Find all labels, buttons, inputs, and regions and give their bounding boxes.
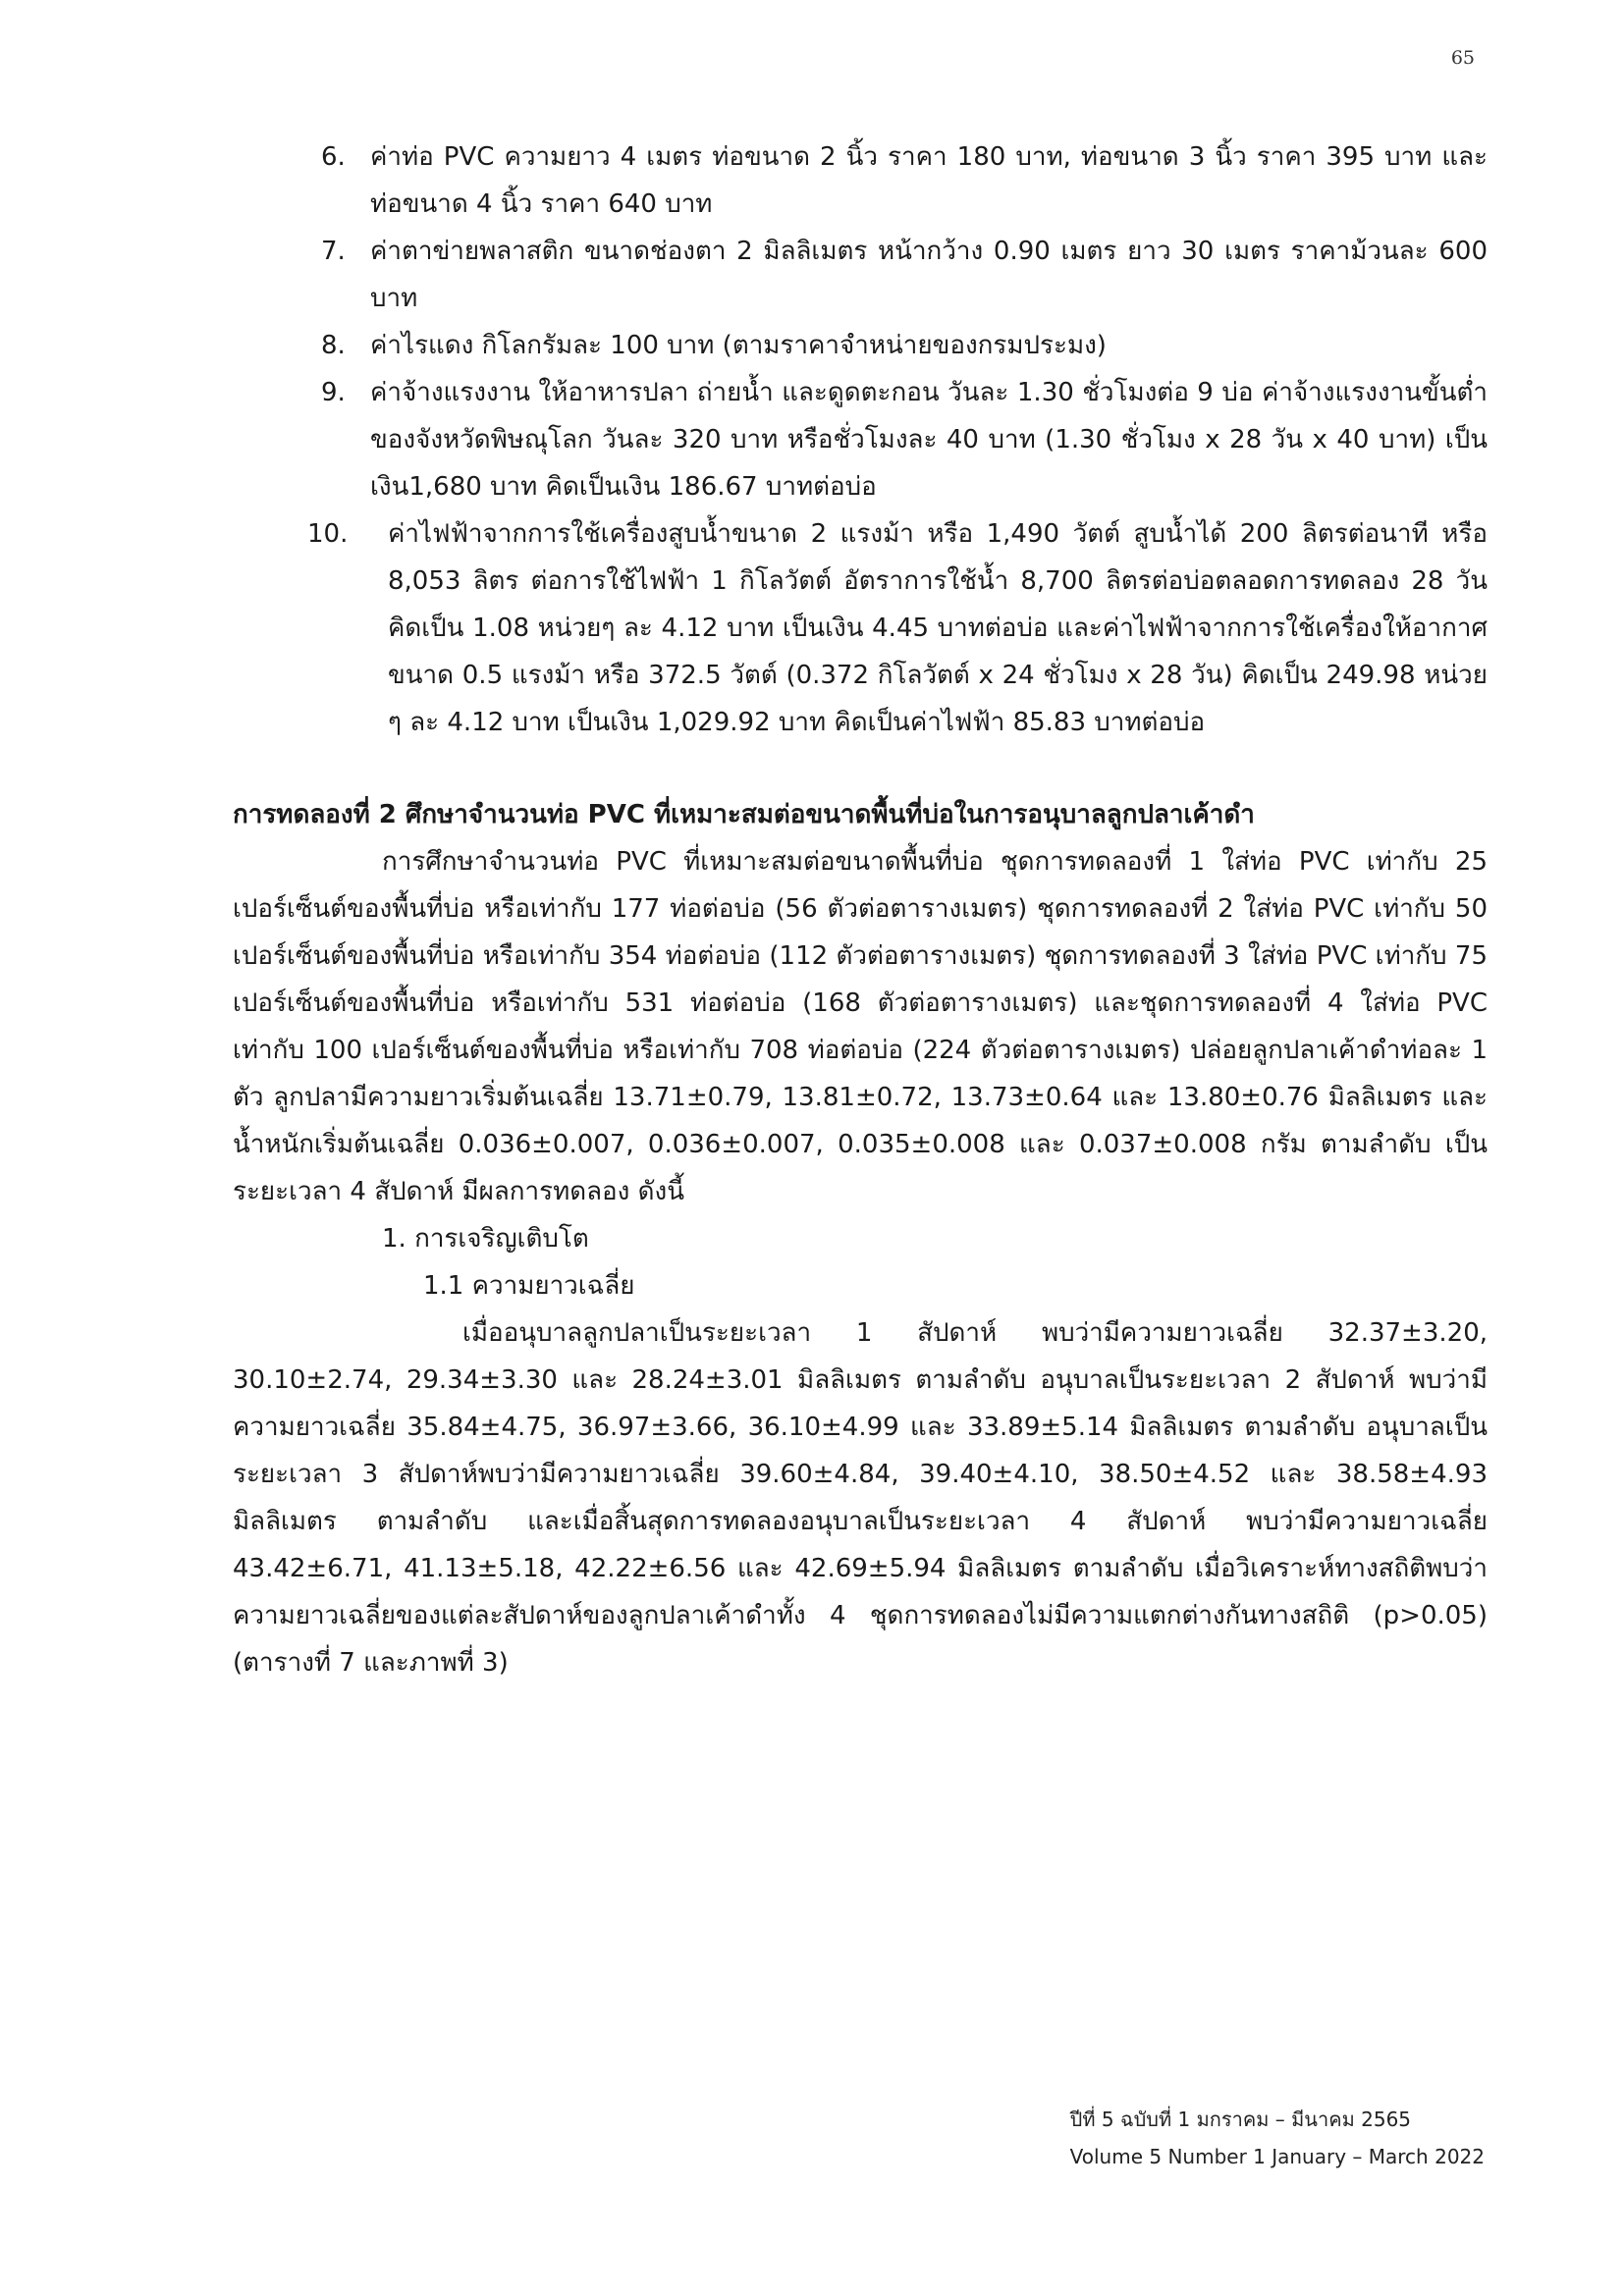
list-item — [321, 133, 1488, 228]
footer-line-thai: ปีที่ 5 ฉบับที่ 1 มกราคม – มีนาคม 2565 — [1069, 2108, 1412, 2131]
journal-footer — [1070, 2101, 1485, 2175]
document-body — [233, 133, 1488, 1686]
list-item-text: ค่าท่อ PVC ความยาว 4 เมตร ท่อขนาด 2 นิ้ว ราคา 180 บาท, ท่อขนาด 3 นิ้ว ราคา 395 บาท และท่อขนาด 4 นิ้ว ราคา 640 บาท — [370, 142, 1488, 219]
cost-list — [233, 133, 1488, 746]
list-item-number: 7. — [321, 237, 346, 266]
list-item — [321, 322, 1488, 369]
list-item-number: 8. — [321, 331, 346, 360]
subheading-average-length: 1.1 ความยาวเฉลี่ย — [423, 1271, 635, 1301]
intro-paragraph: การศึกษาจำนวนท่อ PVC ที่เหมาะสมต่อขนาดพื้นที่บ่อ ชุดการทดลองที่ 1 ใส่ท่อ PVC เท่ากับ 25 เปอร์เซ็นต์ของพื้นที่บ่อ หรือเท่ากับ 177 ท่อต่อบ่อ (56 ตัวต่อตารางเมตร) ชุดการทดลองที่ 2 ใส่ท่อ PVC เท่ากับ 50 เปอร์เซ็นต์ของพื้นที่บ่อ หรือเท่ากับ 354 ท่อต่อบ่อ (112 ตัวต่อตารางเมตร) ชุดการทดลองที่ 3 ใส่ท่อ PVC เท่ากับ 75 เปอร์เซ็นต์ของพื้นที่บ่อ หรือเท่ากับ 531 ท่อต่อบ่อ (168 ตัวต่อตารางเมตร) และชุดการทดลองที่ 4 ใส่ท่อ PVC เท่ากับ 100 เปอร์เซ็นต์ของพื้นที่บ่อ หรือเท่ากับ 708 ท่อต่อบ่อ (224 ตัวต่อตารางเมตร) ปล่อยลูกปลาเค้าดำท่อละ 1 ตัว ลูกปลามีความยาวเริ่มต้นเฉลี่ย 13.71±0.79, 13.81±0.72, 13.73±0.64 และ 13.80±0.76 มิลลิเมตร และน้ำหนักเริ่มต้นเฉลี่ย 0.036±0.007, 0.036±0.007, 0.035±0.008 และ 0.037±0.008 กรัม ตามลำดับ เป็นระยะเวลา 4 สัปดาห์ มีผลการทดลอง ดังนี้ — [233, 847, 1488, 1206]
list-item-text: ค่าตาข่ายพลาสติก ขนาดช่องตา 2 มิลลิเมตร หน้ากว้าง 0.90 เมตร ยาว 30 เมตร ราคาม้วนละ 600 บาท — [370, 237, 1488, 313]
section-heading: การทดลองที่ 2 ศึกษาจำนวนท่อ PVC ที่เหมาะสมต่อขนาดพื้นที่บ่อในการอนุบาลลูกปลาเค้าดำ — [233, 800, 1255, 829]
list-item-number: 6. — [321, 142, 346, 172]
list-item — [321, 369, 1488, 510]
page-number: 65 — [1450, 47, 1475, 69]
results-paragraph: เมื่ออนุบาลลูกปลาเป็นระยะเวลา 1 สัปดาห์ พบว่ามีความยาวเฉลี่ย 32.37±3.20, 30.10±2.74, 29.34±3.30 และ 28.24±3.01 มิลลิเมตร ตามลำดับ อนุบาลเป็นระยะเวลา 2 สัปดาห์ พบว่ามีความยาวเฉลี่ย 35.84±4.75, 36.97±3.66, 36.10±4.99 และ 33.89±5.14 มิลลิเมตร ตามลำดับ อนุบาลเป็นระยะเวลา 3 สัปดาห์พบว่ามีความยาวเฉลี่ย 39.60±4.84, 39.40±4.10, 38.50±4.52 และ 38.58±4.93 มิลลิเมตร ตามลำดับ และเมื่อสิ้นสุดการทดลองอนุบาลเป็นระยะเวลา 4 สัปดาห์ พบว่ามีความยาวเฉลี่ย 43.42±6.71, 41.13±5.18, 42.22±6.56 และ 42.69±5.94 มิลลิเมตร ตามลำดับ เมื่อวิเคราะห์ทางสถิติพบว่า ความยาวเฉลี่ยของแต่ละสัปดาห์ของลูกปลาเค้าดำทั้ง 4 ชุดการทดลองไม่มีความแตกต่างกันทางสถิติ (p>0.05) (ตารางที่ 7 และภาพที่ 3) — [233, 1318, 1488, 1678]
list-item-text: ค่าไฟฟ้าจากการใช้เครื่องสูบน้ำขนาด 2 แรงม้า หรือ 1,490 วัตต์ สูบน้ำได้ 200 ลิตรต่อนาที หรือ 8,053 ลิตร ต่อการใช้ไฟฟ้า 1 กิโลวัตต์ อัตราการใช้น้ำ 8,700 ลิตรต่อบ่อตลอดการทดลอง 28 วัน คิดเป็น 1.08 หน่วยๆ ละ 4.12 บาท เป็นเงิน 4.45 บาทต่อบ่อ และค่าไฟฟ้าจากการใช้เครื่องให้อากาศขนาด 0.5 แรงม้า หรือ 372.5 วัตต์ (0.372 กิโลวัตต์ x 24 ชั่วโมง x 28 วัน) คิดเป็น 249.98 หน่วย ๆ ละ 4.12 บาท เป็นเงิน 1,029.92 บาท คิดเป็นค่าไฟฟ้า 85.83 บาทต่อบ่อ — [388, 519, 1488, 737]
list-item-text: ค่าจ้างแรงงาน ให้อาหารปลา ถ่ายน้ำ และดูดตะกอน วันละ 1.30 ชั่วโมงต่อ 9 บ่อ ค่าจ้างแรงงานขั้นต่ำของจังหวัดพิษณุโลก วันละ 320 บาท หรือชั่วโมงละ 40 บาท (1.30 ชั่วโมง x 28 วัน x 40 บาท) เป็นเงิน1,680 บาท คิดเป็นเงิน 186.67 บาทต่อบ่อ — [370, 378, 1488, 502]
list-item-number: 9. — [321, 378, 346, 407]
list-item — [307, 510, 1488, 746]
list-item-text: ค่าไรแดง กิโลกรัมละ 100 บาท (ตามราคาจำหน่ายของกรมประมง) — [370, 331, 1107, 360]
footer-line-english: Volume 5 Number 1 January – March 2022 — [1069, 2145, 1485, 2168]
list-item-number: 10. — [307, 519, 349, 549]
list-item — [321, 228, 1488, 322]
subheading-growth: 1. การเจริญเติบโต — [382, 1224, 589, 1254]
